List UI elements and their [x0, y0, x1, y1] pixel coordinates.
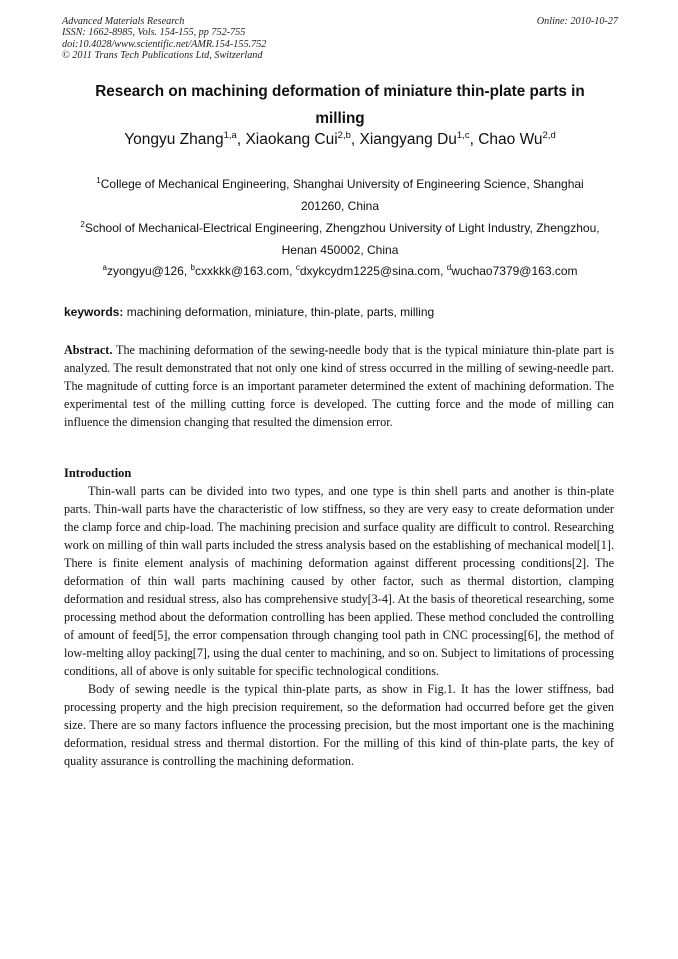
affiliation-mark: 2 — [80, 220, 85, 229]
email-address[interactable]: dxykcydm1225@sina.com, — [299, 264, 444, 278]
author-name: Xiangyang Du — [359, 131, 457, 148]
abstract — [64, 341, 614, 431]
author-affiliation-mark: 2,d — [542, 130, 556, 141]
author-list: Yongyu Zhang$^{1,a}$, Xiaokang Cui$^{2,b}$, Xiangyang Du$^{1,c}$, Chao Wu$^{2,d}$ — [124, 130, 556, 148]
copyright-line: © 2011 Trans Tech Publications Ltd, Switzerland — [62, 49, 263, 61]
affiliation-line: College of Mechanical Engineering, Shanghai University of Engineering Science, Shanghai — [100, 177, 584, 191]
affiliation-mark: 1 — [96, 176, 101, 185]
abstract-label: Abstract. — [64, 343, 113, 357]
email-address[interactable]: wuchao7379@163.com — [451, 264, 578, 278]
email-address[interactable]: cxxkkk@163.com, — [194, 264, 293, 278]
introduction-body — [64, 482, 614, 770]
online-date: Online: 2010-10-27 — [536, 16, 618, 27]
email-address[interactable]: zyongyu@126, — [106, 264, 188, 278]
author-name: Xiaokang Cui — [245, 131, 338, 148]
keywords-text: machining deformation, miniature, thin-plate, parts, milling — [126, 305, 435, 319]
email-mark: d — [446, 263, 452, 272]
publication-header — [62, 16, 618, 61]
email-list — [40, 261, 640, 281]
keywords — [64, 303, 624, 321]
abstract-text: The machining deformation of the sewing-needle body that is the typical miniature thin-plate part is analyzed. The result demonstrated that not only one kind of stress occurred in the milling of sewing-needle part. The magnitude of cutting force is an important parameter determined the extent of machining deformation. The experimental test of the milling cutting force is developed. The cutting force and the mode of milling can influence the dimension changing that resulted the dimension error. — [64, 343, 615, 429]
email-mark: a — [102, 263, 107, 272]
section-heading-introduction: Introduction — [64, 466, 132, 480]
paragraph: Body of sewing needle is the typical thin-plate parts, as show in Fig.1. It has the lower stiffness, bad processing property and the high precision requirement, so the deformation had occurred before get the given size. There are so many factors influence the processing precision, but the most important one is the machining deformation, residual stress and thermal distortion. For the milling of this kind of thin-plate parts, the key of quality assurance is controlling the machining deformation. — [64, 682, 614, 768]
journal-name: Advanced Materials Research — [62, 16, 185, 27]
affiliation-line: Henan 450002, China — [281, 243, 399, 257]
affiliation-line: 201260, China — [300, 199, 380, 213]
affiliation-2 — [40, 217, 640, 261]
affiliation-line: School of Mechanical-Electrical Engineering, Zhengzhou University of Light Industry, Zhengzhou, — [84, 221, 600, 235]
author-name: Chao Wu — [478, 131, 543, 148]
email-mark: b — [190, 263, 195, 272]
email-mark: c — [295, 263, 300, 272]
affiliation-1 — [40, 173, 640, 217]
author-name: Yongyu Zhang — [124, 131, 224, 148]
author-affiliation-mark: 1,a — [223, 130, 237, 141]
doi-line: doi:10.4028/www.scientific.net/AMR.154-155.752 — [62, 38, 267, 50]
paper-title: Research on machining deformation of miniature thin-plate parts in milling — [95, 83, 585, 127]
author-affiliation-mark: 2,b — [337, 130, 351, 141]
author-affiliation-mark: 1,c — [456, 130, 470, 141]
issn-line: ISSN: 1662-8985, Vols. 154-155, pp 752-755 — [62, 27, 246, 39]
keywords-label: keywords: — [64, 305, 124, 319]
paragraph: Thin-wall parts can be divided into two types, and one type is thin shell parts and another is thin-plate parts. Thin-wall parts have the characteristic of low stiffness, so they are very easy to create deformation under the clamp force and chip-load. The machining precision and surface quality are difficult to control. Researching work on milling of thin wall parts included the stress analysis based on the establishing of mechanical model[1]. There is finite element analysis of machining deformation against different processing conditions[2]. The deformation of thin wall parts machining caused by other factor, such as thermal distortion, clamping deformation and residual stress, also has comprehensive study[3-4]. At the basis of theoretical researching, some processing method about the deformation controlling has been applied. These method concluded the controlling of amount of feed[5], the error compensation through changing tool path in CNC processing[6], the method of low-melting alloy packing[7], using the dual center to machining, and so on. Subject to limitations of processing conditions, all of above is only suitable for specific technological conditions. — [64, 484, 614, 678]
